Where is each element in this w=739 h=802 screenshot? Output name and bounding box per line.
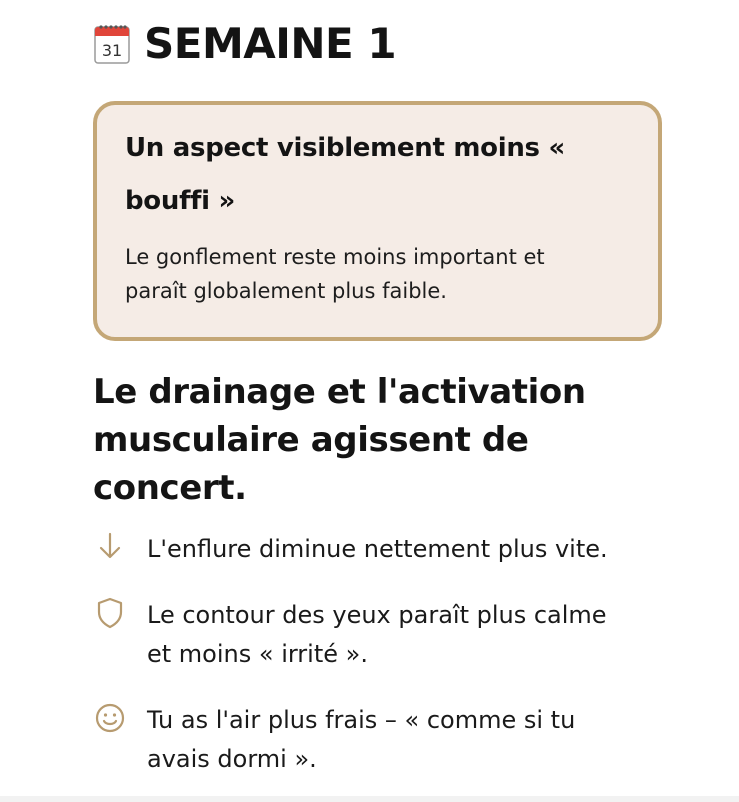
benefit-text-line1: Tu as l'air plus frais – « comme si tu (147, 706, 576, 734)
benefit-text-line2: et moins « irrité ». (147, 640, 368, 668)
card-title-line2: bouffi » (125, 186, 235, 216)
arrow-down-icon (93, 530, 127, 564)
bottom-divider (0, 796, 739, 802)
benefit-item (93, 530, 693, 569)
benefit-text-line1: Le contour des yeux paraît plus calme (147, 601, 607, 629)
card-title (125, 122, 630, 228)
calendar-date: 31 (101, 41, 123, 60)
benefit-item (93, 701, 693, 779)
section-title-line2: musculaire agissent de (93, 420, 529, 460)
benefit-item (93, 596, 693, 674)
benefit-text (147, 701, 575, 779)
benefit-text (147, 530, 608, 569)
section-title (93, 368, 653, 512)
benefit-text (147, 596, 607, 674)
week-heading (94, 16, 396, 72)
card-text (125, 240, 630, 308)
smile-icon (93, 701, 127, 735)
section-title-line3: concert. (93, 468, 247, 508)
card-text-line2: paraît globalement plus faible. (125, 279, 447, 303)
benefit-list (93, 530, 693, 802)
section-title-line1: Le drainage et l'activation (93, 372, 586, 412)
benefit-text-line2: avais dormi ». (147, 745, 317, 773)
card-text-line1: Le gonflement reste moins important et (125, 245, 545, 269)
benefit-text-line1: L'enflure diminue nettement plus vite. (147, 535, 608, 563)
calendar-icon (94, 24, 130, 64)
card-title-line1: Un aspect visiblement moins « (125, 133, 565, 163)
shield-icon (93, 596, 127, 630)
week-title: SEMAINE 1 (144, 19, 397, 68)
highlight-card (93, 101, 662, 341)
